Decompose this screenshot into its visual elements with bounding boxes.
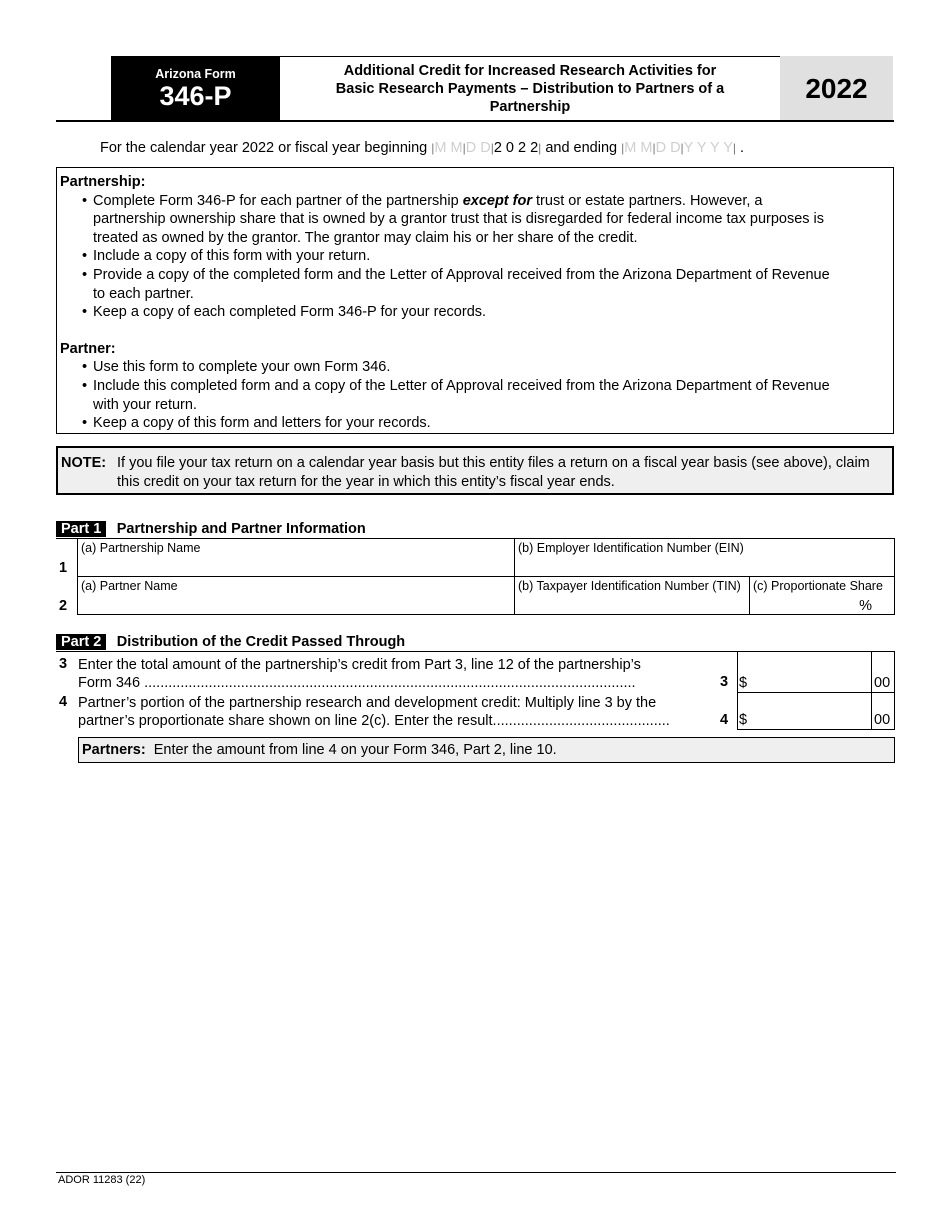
part1-title: Partnership and Partner Information xyxy=(116,521,366,537)
line-4-number: 4 xyxy=(59,694,68,710)
partner-heading: Partner: xyxy=(60,340,116,357)
end-date-field[interactable]: |M M|D D|Y Y Y Y| xyxy=(621,140,736,156)
part2-header xyxy=(56,633,896,651)
begin-day-input[interactable]: D D xyxy=(465,140,491,156)
form-id-block xyxy=(111,56,280,121)
form-label: Arizona Form xyxy=(155,67,236,81)
form-number: 346-P xyxy=(159,81,232,111)
list-item: • Include this completed form and a copy of the Letter of Approval received from the Arizona Department of Revenue with your return. xyxy=(82,377,830,413)
end-month-input[interactable]: M M xyxy=(624,140,653,156)
list-item: • Keep a copy of each completed Form 346-P for your records. xyxy=(82,304,487,321)
tin-field[interactable] xyxy=(514,576,750,615)
list-item: • Use this form to complete your own Form 346. xyxy=(82,359,391,376)
note-text: If you file your tax return on a calendar year basis but this entity files a return on a fiscal year basis (see above), claim this credit on your tax return for the year in which this entity’s fiscal year ends. xyxy=(117,455,870,490)
partnership-name-field[interactable] xyxy=(77,538,515,577)
line-4-amount-input[interactable] xyxy=(737,692,872,730)
dollar-sign: $ xyxy=(739,712,748,728)
partners-instruction-box xyxy=(78,737,895,763)
except-for-emphasis: except for xyxy=(462,192,532,209)
note-label: NOTE: xyxy=(61,455,107,471)
tax-period-line xyxy=(100,139,880,157)
partner-instructions xyxy=(57,358,893,432)
end-day-input[interactable]: D D xyxy=(655,140,681,156)
part2-label: Part 2 xyxy=(56,634,106,650)
proportionate-share-field[interactable] xyxy=(749,576,895,615)
tax-period-prefix: For the calendar year 2022 or fiscal year beginning xyxy=(100,140,428,156)
tax-period-middle: and ending xyxy=(545,140,618,156)
tax-year: 2022 xyxy=(780,56,893,121)
ein-label: (b) Employer Identification Number (EIN) xyxy=(518,541,744,555)
partnership-heading: Partnership: xyxy=(60,174,146,190)
form-title xyxy=(280,56,780,121)
line-3-cents: 00 xyxy=(871,651,895,693)
line-3-ref: 3 xyxy=(720,674,729,690)
begin-month-input[interactable]: M M xyxy=(434,140,463,156)
title-line-1: Additional Credit for Increased Research Activities for xyxy=(343,63,717,79)
part1-label: Part 1 xyxy=(56,521,106,537)
partners-label: Partners: xyxy=(82,742,146,758)
proportionate-share-label: (c) Proportionate Share xyxy=(753,579,883,593)
list-item: • Complete Form 346-P for each partner of the partnership except for trust or estate partners. However, a partnership ownership share that is owned by a grantor trust that is disregarded for federal income tax purposes is treated as owned by the grantor. The grantor may claim his or her share of the credit. xyxy=(82,192,825,246)
form-code: ADOR 11283 (22) xyxy=(58,1174,146,1186)
line-3-text: Enter the total amount of the partnership’s credit from Part 3, line 12 of the partnership’s Form 346 .......................................................................................................................... xyxy=(78,657,641,691)
dollar-sign: $ xyxy=(739,675,748,691)
line-3-amount-input[interactable] xyxy=(737,651,872,693)
line-1-number: 1 xyxy=(59,560,68,576)
line-4-text: Partner’s portion of the partnership research and development credit: Multiply line 3 by the partner’s proportionate share shown on line 2(c). Enter the result............................................ xyxy=(78,695,670,729)
partner-name-label: (a) Partner Name xyxy=(81,579,178,593)
list-item: • Include a copy of this form with your return. xyxy=(82,248,371,265)
tax-period-suffix: . xyxy=(740,140,745,156)
tin-label: (b) Taxpayer Identification Number (TIN) xyxy=(518,579,741,593)
line-4-cents: 00 xyxy=(871,692,895,730)
partnership-instructions xyxy=(57,192,893,322)
partnership-name-label: (a) Partnership Name xyxy=(81,541,201,555)
list-item: • Keep a copy of this form and letters for your records. xyxy=(82,415,431,432)
part1-header xyxy=(56,520,896,538)
instructions-box xyxy=(56,167,894,434)
begin-year-value: 2 0 2 2 xyxy=(493,140,539,156)
footer-rule xyxy=(56,1172,896,1173)
partner-name-field[interactable] xyxy=(77,576,515,615)
line-3-number: 3 xyxy=(59,656,68,672)
list-item: • Provide a copy of the completed form and the Letter of Approval received from the Arizona Department of Revenue to each partner. xyxy=(82,266,830,302)
line-4-ref: 4 xyxy=(720,712,729,728)
begin-date-field[interactable]: |M M|D D|2 0 2 2| xyxy=(431,140,542,156)
title-line-3: Partnership xyxy=(489,99,571,115)
line-2-number: 2 xyxy=(59,598,68,614)
part2-title: Distribution of the Credit Passed Through xyxy=(116,634,406,650)
note-box xyxy=(56,446,894,495)
ein-field[interactable] xyxy=(514,538,895,577)
title-line-2: Basic Research Payments – Distribution to Partners of a xyxy=(335,81,725,97)
header-divider xyxy=(56,120,894,122)
partners-text: Enter the amount from line 4 on your Form 346, Part 2, line 10. xyxy=(153,742,557,758)
end-year-input[interactable]: Y Y Y Y xyxy=(683,140,733,156)
percent-sign: % xyxy=(859,598,872,614)
